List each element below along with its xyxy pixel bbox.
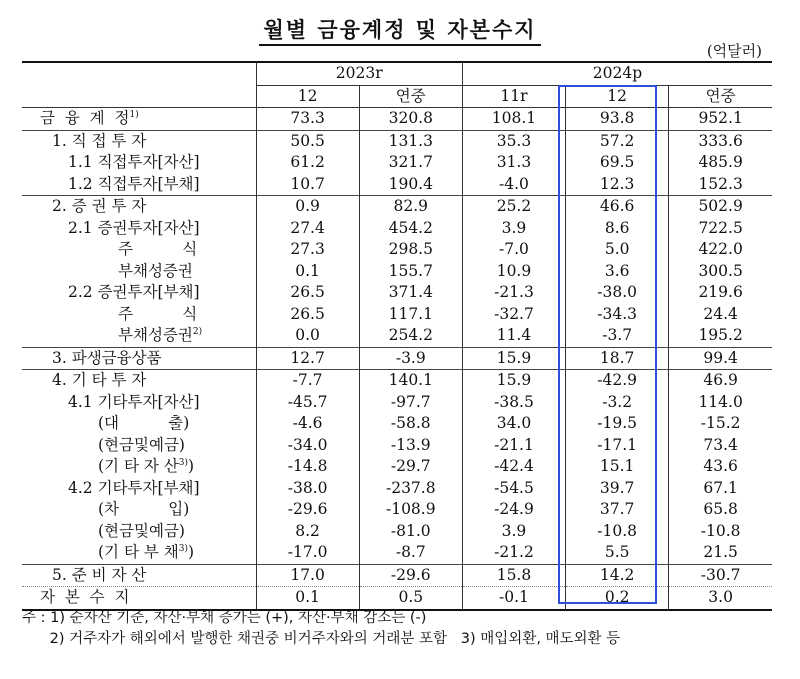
value-cell: 485.9 [669,152,772,174]
value-cell: 195.2 [669,325,772,347]
value-cell: -3.2 [566,392,669,414]
table-row [22,542,772,564]
value-cell: 114.0 [669,392,772,414]
value-cell: 50.5 [256,130,359,152]
value-cell: -14.8 [256,456,359,478]
value-cell: 10.7 [256,174,359,196]
value-cell: 0.1 [256,261,359,283]
value-cell: 39.7 [566,478,669,500]
row-label: 주 식 [118,304,198,323]
table-row [22,347,772,370]
row-label: (차 입) [98,500,190,518]
year-2023-header: 2023r [256,62,462,85]
value-cell: 14.2 [566,564,669,587]
table-row [22,413,772,435]
value-cell: 321.7 [359,152,462,174]
value-cell: -32.7 [462,304,565,326]
footnote-line-2: 2) 거주자가 해외에서 발행한 채권중 비거주자와의 거래분 포함 3) 매입외환, 매도외환 등 [22,631,621,647]
value-cell: -29.7 [359,456,462,478]
value-cell: 31.3 [462,152,565,174]
value-cell: -38.5 [462,392,565,414]
value-cell: 37.7 [566,499,669,521]
value-cell: 18.7 [566,347,669,370]
row-label: (기 타 부 채$^{3)}$) [98,543,195,561]
table-row [22,499,772,521]
table-row [22,304,772,326]
value-cell: 5.5 [566,542,669,564]
table-row [22,174,772,196]
value-cell: -8.7 [359,542,462,564]
value-cell: 11.4 [462,325,565,347]
value-cell: -237.8 [359,478,462,500]
row-label: 금 융 계 정$^{1)}$ [40,109,139,127]
value-cell: 93.8 [566,108,669,131]
value-cell: 25.2 [462,196,565,218]
value-cell: -108.9 [359,499,462,521]
value-cell: 422.0 [669,239,772,261]
value-cell: 0.1 [256,587,359,610]
value-cell: 15.9 [462,370,565,392]
value-cell: -21.2 [462,542,565,564]
col-header-2024-12: 12 [566,85,669,108]
value-cell: 298.5 [359,239,462,261]
value-cell: -54.5 [462,478,565,500]
row-label: 주 식 [118,240,198,258]
footnotes [22,608,620,650]
value-cell: -38.0 [256,478,359,500]
value-cell: -4.6 [256,413,359,435]
value-cell: -58.8 [359,413,462,435]
footnote-marker: 3) [178,457,188,468]
value-cell: 3.9 [462,521,565,543]
value-cell: 152.3 [669,174,772,196]
value-cell: 99.4 [669,347,772,370]
value-cell: -30.7 [669,564,772,587]
col-header-2024-11r: 11r [462,85,565,108]
table-row [22,478,772,500]
row-label: (현금및예금) [98,521,185,540]
col-header-2023-annual: 연중 [359,85,462,108]
value-cell: -7.7 [256,370,359,392]
value-cell: -42.9 [566,370,669,392]
value-cell: -7.0 [462,239,565,261]
value-cell: 26.5 [256,304,359,326]
value-cell: -17.0 [256,542,359,564]
table-row [22,456,772,478]
value-cell: 43.6 [669,456,772,478]
footnote-marker: 3) [178,543,188,554]
value-cell: 8.6 [566,218,669,240]
table-row [22,325,772,347]
value-cell: 15.1 [566,456,669,478]
row-label: (기 타 자 산$^{3)}$) [98,457,195,475]
row-label: 4. 기 타 투 자 [52,371,147,389]
row-label: 자 본 수 지 [40,588,130,606]
value-cell: -10.8 [669,521,772,543]
table-row [22,152,772,174]
value-cell: -21.1 [462,435,565,457]
row-label: 2.1 증권투자[자산] [68,218,200,237]
value-cell: -29.6 [256,499,359,521]
value-cell: -24.9 [462,499,565,521]
value-cell: 17.0 [256,564,359,587]
row-label: 1.2 직접투자[부채] [68,174,200,193]
value-cell: 140.1 [359,370,462,392]
value-cell: 8.2 [256,521,359,543]
value-cell: 219.6 [669,282,772,304]
value-cell: -10.8 [566,521,669,543]
financial-account-table [22,61,772,611]
value-cell: -15.2 [669,413,772,435]
value-cell: -21.3 [462,282,565,304]
row-label: 3. 파생금융상품 [52,348,162,367]
value-cell: 35.3 [462,130,565,152]
table-row [22,521,772,543]
header-year-row [22,62,772,85]
value-cell: 502.9 [669,196,772,218]
table-row [22,130,772,152]
footnote-marker: 2) [192,326,203,337]
value-cell: 65.8 [669,499,772,521]
value-cell: -97.7 [359,392,462,414]
col-header-2023-12: 12 [256,85,359,108]
value-cell: 61.2 [256,152,359,174]
value-cell: 454.2 [359,218,462,240]
value-cell: 3.0 [669,587,772,610]
value-cell: 73.4 [669,435,772,457]
row-label: 부채성증권$^{2)}$ [118,326,203,344]
table-row [22,239,772,261]
value-cell: 333.6 [669,130,772,152]
value-cell: 952.1 [669,108,772,131]
value-cell: 27.4 [256,218,359,240]
value-cell: 131.3 [359,130,462,152]
value-cell: 69.5 [566,152,669,174]
table-row [22,370,772,392]
row-label: 4.2 기타투자[부채] [68,478,200,497]
row-label: 2.2 증권투자[부채] [68,283,200,301]
value-cell: -0.1 [462,587,565,610]
value-cell: -42.4 [462,456,565,478]
value-cell: -29.6 [359,564,462,587]
table-row [22,435,772,457]
row-label: 1. 직 접 투 자 [52,131,147,150]
value-cell: 15.8 [462,564,565,587]
value-cell: 46.6 [566,196,669,218]
value-cell: 0.5 [359,587,462,610]
table-row [22,108,772,131]
value-cell: -3.9 [359,347,462,370]
value-cell: 371.4 [359,282,462,304]
value-cell: 27.3 [256,239,359,261]
value-cell: 108.1 [462,108,565,131]
value-cell: 155.7 [359,261,462,283]
row-label: 5. 준 비 자 산 [52,565,147,584]
value-cell: 3.9 [462,218,565,240]
value-cell: 0.0 [256,325,359,347]
value-cell: 117.1 [359,304,462,326]
value-cell: -34.0 [256,435,359,457]
value-cell: -38.0 [566,282,669,304]
value-cell: 10.9 [462,261,565,283]
value-cell: 24.4 [669,304,772,326]
year-2024-header: 2024p [462,62,772,85]
value-cell: 0.9 [256,196,359,218]
value-cell: 190.4 [359,174,462,196]
table-row [22,196,772,218]
table-row [22,261,772,283]
table-row [22,282,772,304]
value-cell: -45.7 [256,392,359,414]
col-header-2024-annual: 연중 [669,85,772,108]
header-column-row [22,85,772,108]
value-cell: 34.0 [462,413,565,435]
value-cell: 82.9 [359,196,462,218]
value-cell: 722.5 [669,218,772,240]
value-cell: 320.8 [359,108,462,131]
table-row [22,564,772,587]
value-cell: -34.3 [566,304,669,326]
value-cell: -17.1 [566,435,669,457]
value-cell: 3.6 [566,261,669,283]
table-row [22,587,772,610]
value-cell: 67.1 [669,478,772,500]
value-cell: 26.5 [256,282,359,304]
page-title: 월별 금융계정 및 자본수지 [0,14,800,44]
value-cell: 21.5 [669,542,772,564]
footnote-line-1: 주 : 1) 순자산 기준, 자산·부채 증가는 (+), 자산·부채 감소는 (-) [22,610,427,626]
row-label: (대 출) [98,414,190,432]
value-cell: -19.5 [566,413,669,435]
value-cell: 12.3 [566,174,669,196]
row-label: 4.1 기타투자[자산] [68,392,200,411]
value-cell: -13.9 [359,435,462,457]
value-cell: 12.7 [256,347,359,370]
row-label: 1.1 직접투자[자산] [68,153,200,171]
value-cell: 300.5 [669,261,772,283]
row-label: 부채성증권 [118,261,193,280]
value-cell: 0.2 [566,587,669,610]
row-label: 2. 증 권 투 자 [52,197,147,215]
value-cell: 254.2 [359,325,462,347]
row-label: (현금및예금) [98,435,185,454]
footnote-marker: 1) [129,109,139,120]
table-row [22,392,772,414]
value-cell: -4.0 [462,174,565,196]
value-cell: 46.9 [669,370,772,392]
value-cell: 73.3 [256,108,359,131]
value-cell: -81.0 [359,521,462,543]
value-cell: 5.0 [566,239,669,261]
unit-label: (억달러) [706,42,762,60]
value-cell: -3.7 [566,325,669,347]
value-cell: 57.2 [566,130,669,152]
value-cell: 15.9 [462,347,565,370]
table-row [22,218,772,240]
